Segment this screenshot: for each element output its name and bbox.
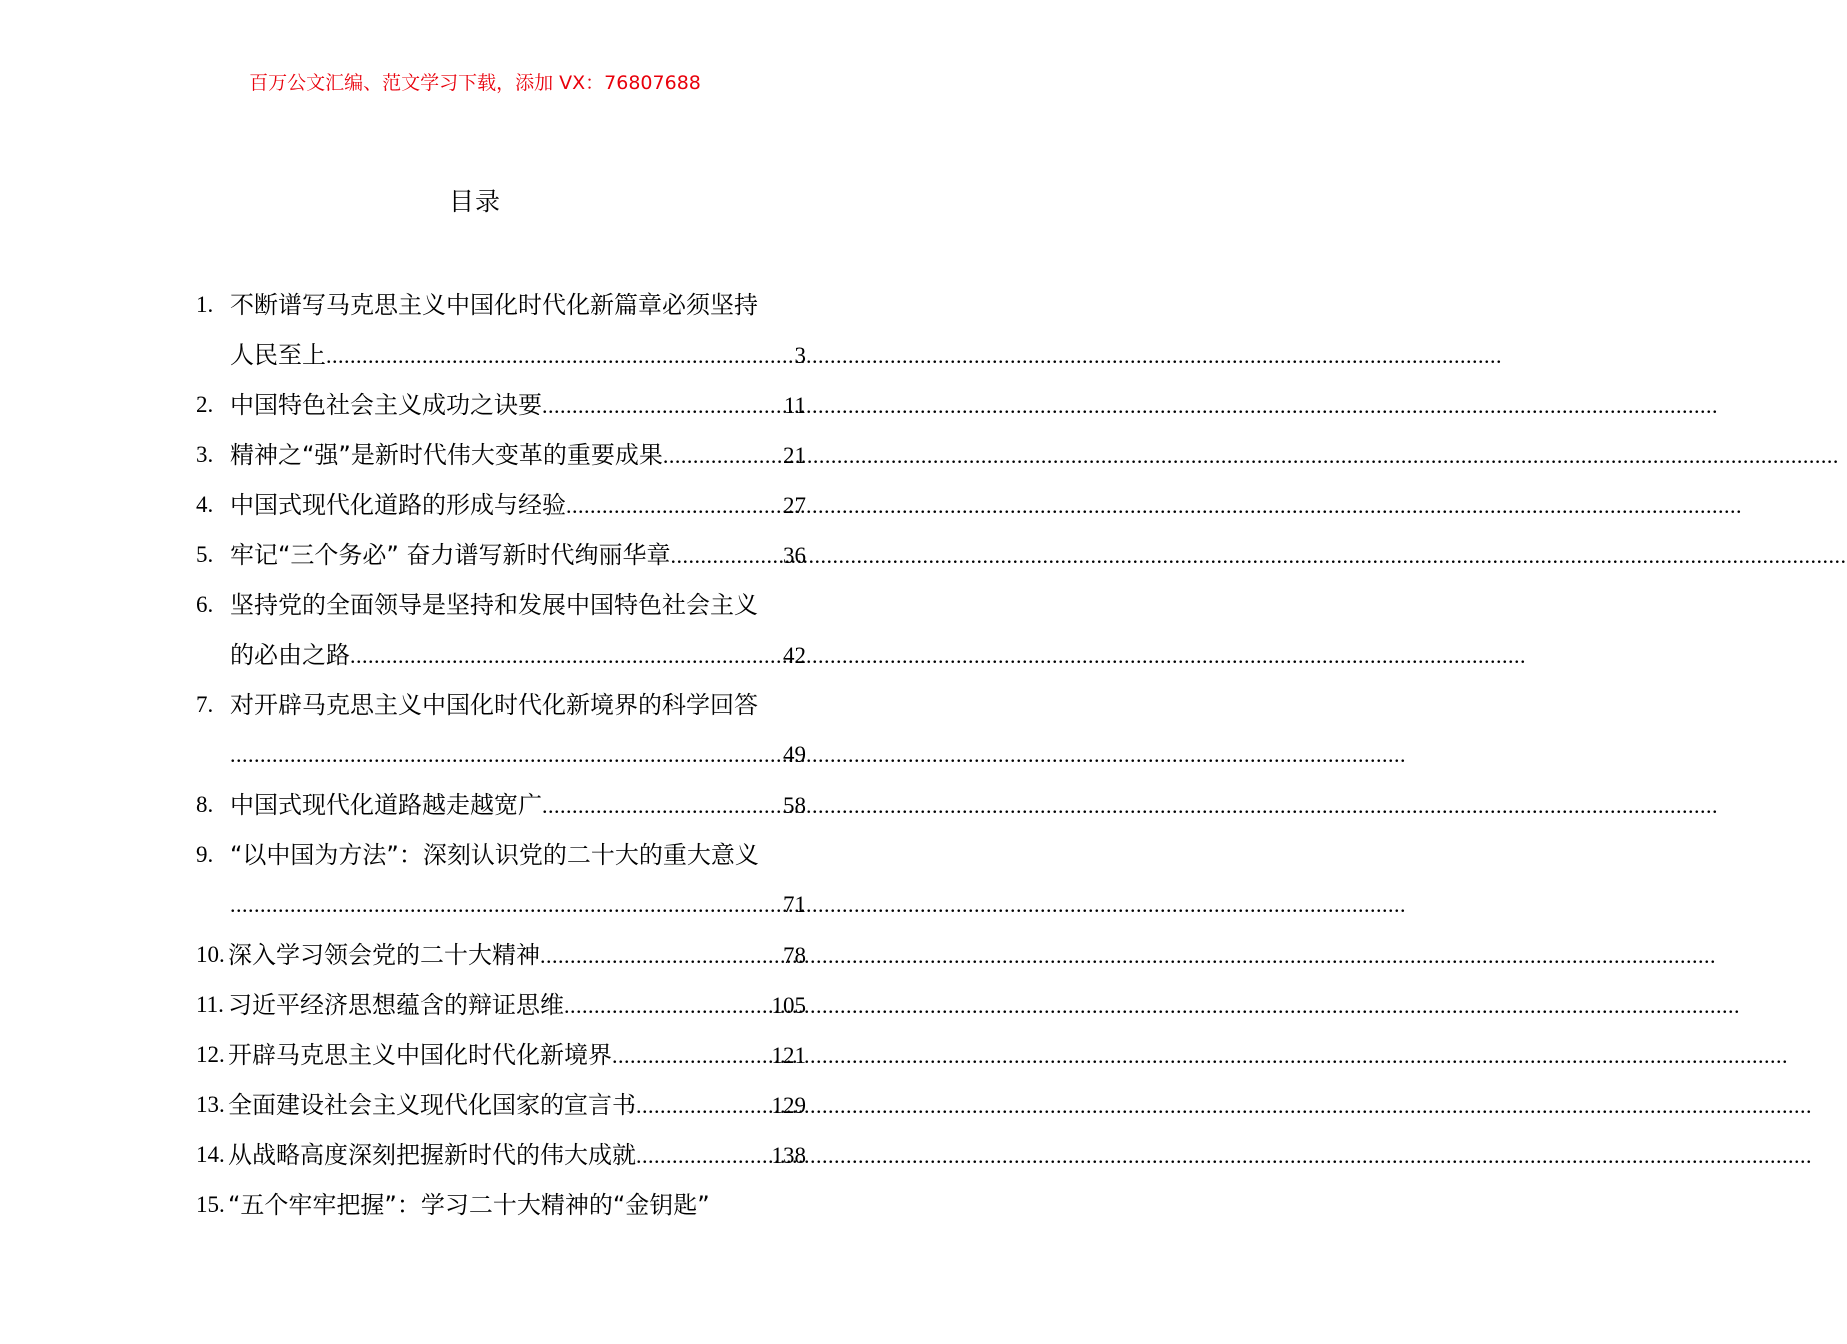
toc-dot-leader: [326, 331, 795, 381]
toc-page-number: 58: [783, 793, 806, 818]
toc-entry-line: [228, 1080, 806, 1130]
toc-entry-line: [228, 1030, 806, 1080]
toc-page-number: 49: [783, 742, 806, 767]
toc-dot-leader: [540, 931, 783, 981]
toc-page-number: 36: [783, 543, 806, 568]
toc-entry-number: 13.: [196, 1092, 225, 1117]
toc-entry-line: [230, 630, 806, 680]
toc-page-number: 21: [783, 443, 806, 468]
toc-entry-line: [228, 930, 806, 980]
toc-entry-number: 1.: [196, 292, 214, 317]
toc-entry-line: [230, 330, 806, 380]
toc-entry-number: 9.: [196, 842, 214, 867]
toc-entry-line: [230, 530, 806, 580]
toc-dot-leader: [663, 431, 783, 481]
toc-entry-line: [230, 280, 806, 330]
toc-page-number: 3: [794, 343, 806, 368]
toc-entry[interactable]: [196, 930, 806, 980]
toc-entry-body: [228, 930, 806, 980]
toc-page-number: 27: [783, 493, 806, 518]
header-notice: 百万公文汇编、范文学习下载，添加 VX：76807688: [249, 72, 701, 94]
toc-entry-number: 10.: [196, 942, 225, 967]
toc-dot-leader: [636, 1131, 772, 1181]
toc-page-number: 105: [771, 993, 806, 1018]
toc-entry-number: 14.: [196, 1142, 225, 1167]
toc-page-number: 78: [783, 943, 806, 968]
toc-entry[interactable]: [196, 280, 806, 380]
toc-entry-title: 的必由之路: [230, 641, 350, 669]
toc-entry[interactable]: [196, 680, 806, 780]
toc-entry-number: 15.: [196, 1192, 225, 1217]
toc-entry-number: 2.: [196, 392, 214, 417]
table-of-contents: [196, 280, 806, 1230]
toc-entry-title: 中国特色社会主义成功之诀要: [230, 391, 542, 419]
toc-entry[interactable]: [196, 480, 806, 530]
toc-dot-leader: [542, 381, 784, 431]
toc-entry-body: [230, 480, 806, 530]
toc-entry-line: [228, 980, 806, 1030]
toc-entry-line: [230, 780, 806, 830]
toc-entry-body: [230, 780, 806, 830]
toc-entry-title: 中国式现代化道路的形成与经验: [230, 491, 566, 519]
toc-entry[interactable]: [196, 530, 806, 580]
toc-dot-leader: [671, 531, 784, 581]
toc-page-number: 129: [771, 1093, 806, 1118]
toc-entry[interactable]: [196, 380, 806, 430]
toc-dot-leader: [230, 880, 783, 930]
toc-entry[interactable]: [196, 830, 806, 930]
toc-entry-line: [230, 480, 806, 530]
toc-entry[interactable]: [196, 430, 806, 480]
page-title: 目录: [448, 187, 501, 216]
toc-entry-line: [230, 680, 806, 730]
toc-entry-title: 牢记“三个务必” 奋力谱写新时代绚丽华章: [230, 541, 671, 569]
toc-entry-body: [230, 580, 806, 680]
toc-entry-line: [228, 1130, 806, 1180]
toc-page-number: 71: [783, 892, 806, 917]
toc-entry-number: 5.: [196, 542, 214, 567]
toc-page-number: 138: [771, 1143, 806, 1168]
toc-entry-title: “五个牢牢把握”：学习二十大精神的“金钥匙”: [228, 1191, 710, 1219]
toc-entry[interactable]: [196, 580, 806, 680]
toc-entry[interactable]: [196, 1180, 806, 1230]
toc-entry[interactable]: [196, 1080, 806, 1130]
toc-entry-title: 不断谱写马克思主义中国化时代化新篇章必须坚持: [230, 291, 758, 319]
toc-entry-body: [228, 1080, 806, 1130]
toc-dot-leader: [612, 1031, 772, 1081]
toc-entry-body: [230, 430, 806, 480]
toc-entry-number: 4.: [196, 492, 214, 517]
toc-entry-title: 人民至上: [230, 341, 326, 369]
toc-entry-title: 开辟马克思主义中国化时代化新境界: [228, 1041, 612, 1069]
toc-entry-body: [230, 280, 806, 380]
toc-entry-body: [230, 830, 806, 930]
toc-entry[interactable]: [196, 780, 806, 830]
toc-entry-line: [230, 730, 806, 780]
toc-dot-leader: [636, 1081, 772, 1131]
toc-entry-title: 全面建设社会主义现代化国家的宣言书: [228, 1091, 636, 1119]
toc-entry[interactable]: [196, 1130, 806, 1180]
toc-entry-body: [230, 530, 806, 580]
toc-entry-title: 精神之“强”是新时代伟大变革的重要成果: [230, 441, 663, 469]
toc-entry-body: [228, 980, 806, 1030]
toc-entry-number: 12.: [196, 1042, 225, 1067]
toc-dot-leader: [542, 781, 783, 831]
toc-entry-line: [230, 880, 806, 930]
toc-entry-body: [228, 1180, 806, 1230]
toc-entry-line: [230, 830, 806, 880]
toc-entry-title: “以中国为方法”：深刻认识党的二十大的重大意义: [230, 841, 759, 869]
toc-entry-title: 习近平经济思想蕴含的辩证思维: [228, 991, 564, 1019]
toc-entry-number: 11.: [196, 992, 224, 1017]
toc-entry-body: [230, 380, 806, 430]
toc-entry-title: 中国式现代化道路越走越宽广: [230, 791, 542, 819]
toc-entry[interactable]: [196, 1030, 806, 1080]
toc-dot-leader: [564, 981, 772, 1031]
toc-entry-title: 对开辟马克思主义中国化时代化新境界的科学回答: [230, 691, 758, 719]
toc-entry-body: [230, 680, 806, 780]
toc-entry-title: 从战略高度深刻把握新时代的伟大成就: [228, 1141, 636, 1169]
toc-entry-body: [228, 1130, 806, 1180]
toc-dot-leader: [350, 631, 783, 681]
toc-page-number: 42: [783, 643, 806, 668]
toc-entry-number: 6.: [196, 592, 214, 617]
toc-entry[interactable]: [196, 980, 806, 1030]
toc-entry-line: [230, 580, 806, 630]
toc-entry-title: 深入学习领会党的二十大精神: [228, 941, 540, 969]
toc-dot-leader: [566, 481, 783, 531]
toc-entry-title: 坚持党的全面领导是坚持和发展中国特色社会主义: [230, 591, 758, 619]
toc-entry-line: [230, 430, 806, 480]
toc-dot-leader: [230, 730, 783, 780]
toc-entry-number: 7.: [196, 692, 214, 717]
toc-entry-line: [228, 1180, 806, 1230]
toc-page-number: 121: [771, 1043, 806, 1068]
toc-entry-number: 3.: [196, 442, 214, 467]
toc-page-number: 11: [783, 393, 806, 418]
toc-entry-line: [230, 380, 806, 430]
toc-entry-body: [228, 1030, 806, 1080]
toc-entry-number: 8.: [196, 792, 214, 817]
